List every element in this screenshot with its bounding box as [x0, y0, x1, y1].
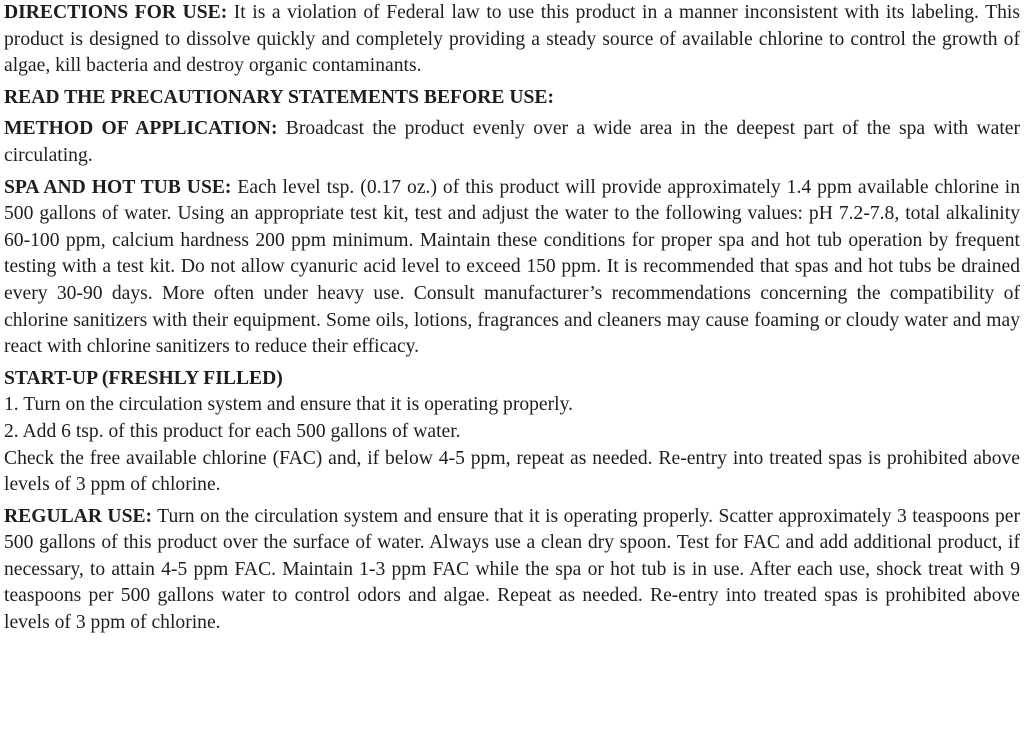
startup-section: [4, 366, 1020, 499]
precautionary-heading: READ THE PRECAUTIONARY STATEMENTS BEFORE USE:: [4, 86, 555, 108]
regular-text: Turn on the circulation system and ensure that it is operating properly. Scatter approximately 3 teaspoons per 500 gallons of this product over the surface of water. Always use a clean dry spoon. Test for FAC and add additional product, if necessary, to attain 4-5 ppm FAC. Maintain 1-3 ppm FAC while the spa or hot tub is in use. After each use, shock treat with 9 teaspoons per 500 gallons water to control odors and algae. Repeat as needed. Re-entry into treated spas is prohibited above levels of 3 ppm of chlorine.: [4, 505, 1020, 634]
regular-paragraph: [4, 504, 1020, 637]
startup-step-2: 2. Add 6 tsp. of this product for each 500 gallons of water.: [4, 420, 461, 442]
startup-note: Check the free available chlorine (FAC) and, if below 4-5 ppm, repeat as needed. Re-entry into treated spas is prohibited above levels of 3 ppm of chlorine.: [4, 447, 1020, 496]
method-text: Broadcast the product evenly over a wide area in the deepest part of the spa with water circulating.: [4, 118, 1020, 166]
regular-heading: REGULAR USE:: [4, 505, 153, 527]
spa-heading: SPA AND HOT TUB USE:: [4, 176, 232, 198]
startup-step-1: 1. Turn on the circulation system and ensure that it is operating properly.: [4, 394, 574, 416]
method-paragraph: [4, 116, 1020, 169]
method-heading: METHOD OF APPLICATION:: [4, 118, 278, 140]
spa-text: Each level tsp. (0.17 oz.) of this product will provide approximately 1.4 ppm available chlorine in 500 gallons of water. Using an appropriate test kit, test and adjust the water to the following values: pH 7.2-7.8, total alkalinity 60-100 ppm, calcium hardness 200 ppm minimum. Maintain these conditions for proper spa and hot tub operation by frequent testing with a test kit. Do not allow cyanuric acid level to exceed 150 ppm. It is recommended that spas and hot tubs be drained every 30-90 days. More often under heavy use. Consult manufacturer’s recommendations concerning the compatibility of chlorine sanitizers with their equipment. Some oils, lotions, fragrances and cleaners may cause foaming or cloudy water and may react with chlorine sanitizers to reduce their efficacy.: [4, 176, 1020, 358]
startup-heading: START-UP (FRESHLY FILLED): [4, 367, 283, 389]
spa-paragraph: [4, 175, 1020, 361]
directions-heading: DIRECTIONS FOR USE:: [4, 2, 228, 23]
directions-paragraph: [4, 0, 1020, 80]
directions-text: It is a violation of Federal law to use this product in a manner inconsistent with its labeling. This product is designed to dissolve quickly and completely providing a steady source of available chlorine to control the growth of algae, kill bacteria and destroy organic contaminants.: [4, 2, 1020, 77]
